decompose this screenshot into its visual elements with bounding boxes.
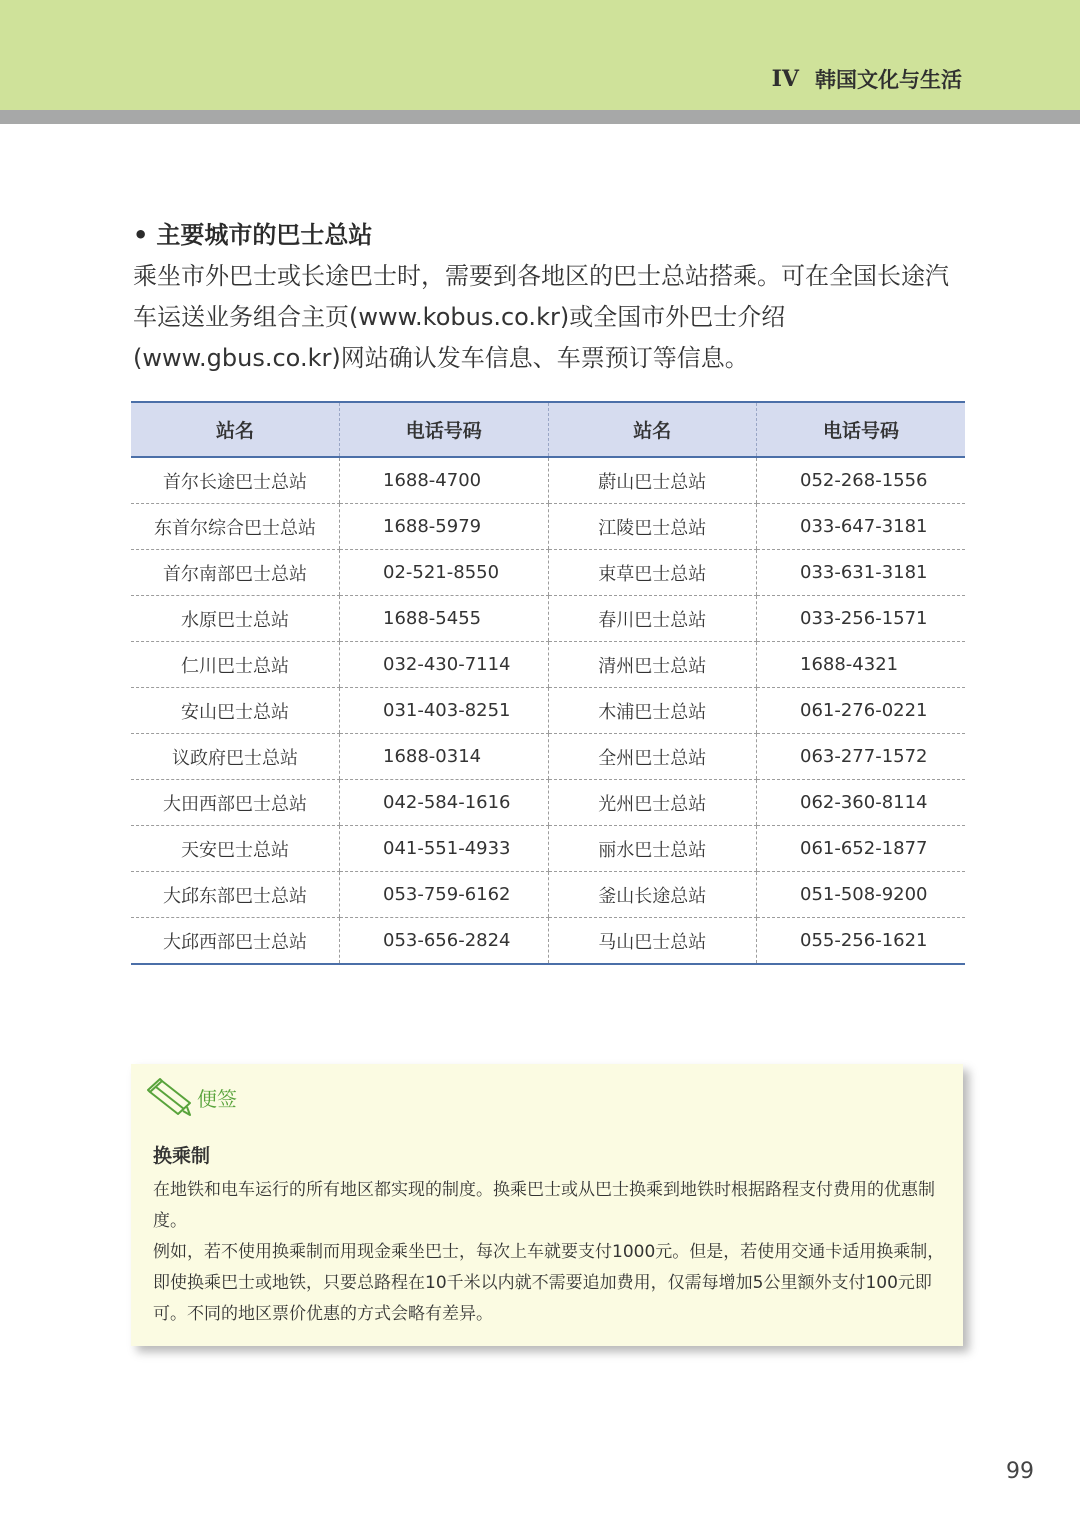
- memo-label: 便签: [197, 1086, 237, 1111]
- phone-number-cell: 063-277-1572: [757, 734, 966, 780]
- station-name-cell: 大邱西部巴士总站: [131, 918, 340, 965]
- table-row: [131, 780, 965, 826]
- phone-number-cell: 052-268-1556: [757, 457, 966, 504]
- station-name-cell: 春川巴士总站: [548, 596, 757, 642]
- station-name-cell: 丽水巴士总站: [548, 826, 757, 872]
- table-row: [131, 688, 965, 734]
- phone-number-cell: 033-631-3181: [757, 550, 966, 596]
- phone-number-cell: 051-508-9200: [757, 872, 966, 918]
- section-title-text: 主要城市的巴士总站: [156, 221, 373, 249]
- table-row: [131, 872, 965, 918]
- section-title: [133, 215, 372, 250]
- station-name-cell: 大田西部巴士总站: [131, 780, 340, 826]
- bus-terminal-table: [131, 401, 965, 965]
- header-divider: [0, 110, 1080, 124]
- phone-number-cell: 042-584-1616: [340, 780, 549, 826]
- phone-number-cell: 041-551-4933: [340, 826, 549, 872]
- station-name-cell: 江陵巴士总站: [548, 504, 757, 550]
- phone-number-cell: 032-430-7114: [340, 642, 549, 688]
- memo-title: 换乘制: [153, 1145, 211, 1167]
- phone-number-cell: 055-256-1621: [757, 918, 966, 965]
- bullet-icon: •: [133, 221, 149, 249]
- station-name-cell: 大邱东部巴士总站: [131, 872, 340, 918]
- table-row: [131, 504, 965, 550]
- table-header-row: [131, 402, 965, 457]
- phone-number-cell: 1688-5979: [340, 504, 549, 550]
- station-name-cell: 仁川巴士总站: [131, 642, 340, 688]
- phone-number-cell: 1688-0314: [340, 734, 549, 780]
- station-name-cell: 木浦巴士总站: [548, 688, 757, 734]
- phone-number-cell: 031-403-8251: [340, 688, 549, 734]
- column-header: 站名: [131, 402, 340, 457]
- phone-number-cell: 061-652-1877: [757, 826, 966, 872]
- phone-number-cell: 061-276-0221: [757, 688, 966, 734]
- station-name-cell: 东首尔综合巴士总站: [131, 504, 340, 550]
- phone-number-cell: 033-256-1571: [757, 596, 966, 642]
- chapter-number: IV: [771, 66, 799, 92]
- phone-number-cell: 062-360-8114: [757, 780, 966, 826]
- chapter-heading: [772, 64, 962, 94]
- station-name-cell: 首尔南部巴士总站: [131, 550, 340, 596]
- phone-number-cell: 033-647-3181: [757, 504, 966, 550]
- memo-paragraph: 例如，若不使用换乘制而用现金乘坐巴士，每次上车就要支付1000元。但是，若使用交通卡适用换乘制，即使换乘巴士或地铁，只要总路程在10千米以内就不需要追加费用，仅需每增加5公里额外支付100元即可。不同的地区票价优惠的方式会略有差异。: [153, 1242, 945, 1324]
- station-name-cell: 光州巴士总站: [548, 780, 757, 826]
- table-row: [131, 550, 965, 596]
- station-name-cell: 安山巴士总站: [131, 688, 340, 734]
- column-header: 电话号码: [340, 402, 549, 457]
- chapter-title: 韩国文化与生活: [815, 68, 962, 92]
- memo-paragraph: 在地铁和电车运行的所有地区都实现的制度。换乘巴士或从巴士换乘到地铁时根据路程支付费用的优惠制度。: [153, 1180, 935, 1231]
- column-header: 站名: [548, 402, 757, 457]
- table-row: [131, 457, 965, 504]
- phone-number-cell: 053-656-2824: [340, 918, 549, 965]
- station-name-cell: 清州巴士总站: [548, 642, 757, 688]
- station-name-cell: 水原巴士总站: [131, 596, 340, 642]
- station-name-cell: 马山巴士总站: [548, 918, 757, 965]
- station-name-cell: 釜山长途总站: [548, 872, 757, 918]
- table-row: [131, 596, 965, 642]
- page-number: 99: [1006, 1459, 1034, 1484]
- phone-number-cell: 053-759-6162: [340, 872, 549, 918]
- column-header: 电话号码: [757, 402, 966, 457]
- table-row: [131, 826, 965, 872]
- phone-number-cell: 1688-4700: [340, 457, 549, 504]
- pencil-icon: [147, 1077, 193, 1117]
- memo-body: [153, 1175, 953, 1330]
- phone-number-cell: 1688-4321: [757, 642, 966, 688]
- station-name-cell: 束草巴士总站: [548, 550, 757, 596]
- station-name-cell: 全州巴士总站: [548, 734, 757, 780]
- station-name-cell: 蔚山巴士总站: [548, 457, 757, 504]
- station-name-cell: 议政府巴士总站: [131, 734, 340, 780]
- station-name-cell: 首尔长途巴士总站: [131, 457, 340, 504]
- table-row: [131, 642, 965, 688]
- table-row: [131, 918, 965, 965]
- phone-number-cell: 02-521-8550: [340, 550, 549, 596]
- station-name-cell: 天安巴士总站: [131, 826, 340, 872]
- intro-paragraph: 乘坐市外巴士或长途巴士时，需要到各地区的巴士总站搭乘。可在全国长途汽车运送业务组合主页(www.kobus.co.kr)或全国市外巴士介绍(www.gbus.co.kr)网站确认发车信息、车票预订等信息。: [133, 262, 949, 372]
- memo-header: [147, 1077, 237, 1117]
- phone-number-cell: 1688-5455: [340, 596, 549, 642]
- table-row: [131, 734, 965, 780]
- memo-box: [131, 1064, 963, 1346]
